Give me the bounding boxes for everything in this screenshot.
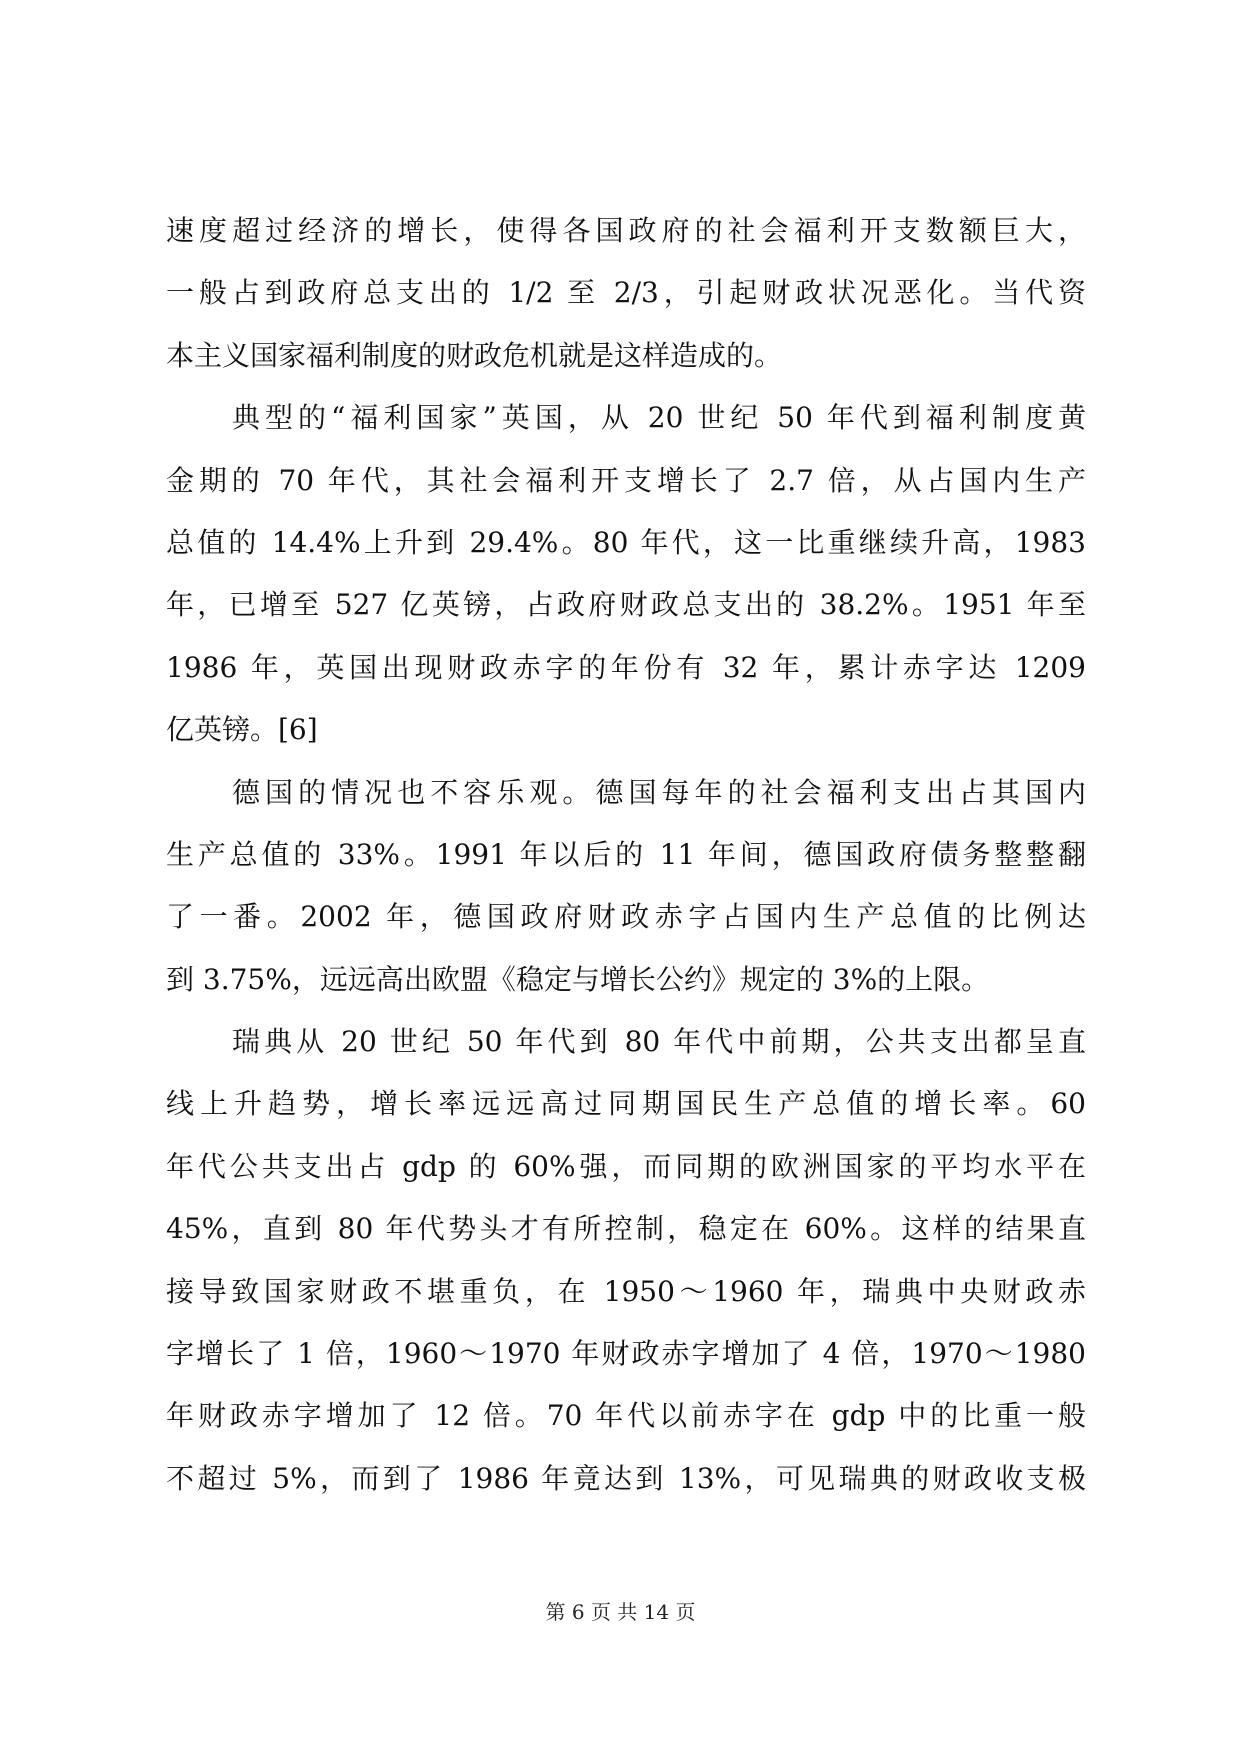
page-footer: 第 6 页 共 14 页 [545, 1600, 696, 1624]
text-line: 一般占到政府总支出的 1/2 至 2/3，引起财政状况恶化。当代资 [166, 276, 1086, 310]
text-line: 了一番。2002 年，德国政府财政赤字占国内生产总值的比例达 [166, 900, 1086, 934]
text-line: 1986 年，英国出现财政赤字的年份有 32 年，累计赤字达 1209 [166, 650, 1086, 684]
text-line: 总值的 14.4%上升到 29.4%。80 年代，这一比重继续升高，1983 [166, 525, 1086, 559]
text-line: 字增长了 1 倍，1960～1970 年财政赤字增加了 4 倍，1970～1980 [166, 1337, 1086, 1371]
text-line: 速度超过经济的增长，使得各国政府的社会福利开支数额巨大， [166, 214, 1086, 247]
text-line: 年，已增至 527 亿英镑，占政府财政总支出的 38.2%。1951 年至 [166, 588, 1086, 622]
body-text [166, 200, 1086, 1510]
text-line: 不超过 5%，而到了 1986 年竟达到 13%，可见瑞典的财政收支极 [166, 1461, 1086, 1495]
text-line: 瑞典从 20 世纪 50 年代到 80 年代中前期，公共支出都呈直 [232, 1025, 1086, 1059]
text-line: 到 3.75%，远远高出欧盟《稳定与增长公约》规定的 3%的上限。 [166, 962, 990, 996]
text-line: 金期的 70 年代，其社会福利开支增长了 2.7 倍，从占国内生产 [166, 463, 1086, 497]
text-line: 生产总值的 33%。1991 年以后的 11 年间，德国政府债务整整翻 [166, 837, 1086, 871]
text-line: 德国的情况也不容乐观。德国每年的社会福利支出占其国内 [232, 775, 1086, 809]
text-line: 典型的“福利国家”英国，从 20 世纪 50 年代到福利制度黄 [232, 401, 1086, 435]
text-line: 本主义国家福利制度的财政危机就是这样造成的。 [166, 338, 783, 372]
text-line: 接导致国家财政不堪重负，在 1950～1960 年，瑞典中央财政赤 [166, 1274, 1086, 1308]
text-line: 亿英镑。[6] [166, 713, 318, 747]
text-line: 年财政赤字增加了 12 倍。70 年代以前赤字在 gdp 中的比重一般 [166, 1399, 1086, 1433]
text-line: 线上升趋势，增长率远远高过同期国民生产总值的增长率。60 [166, 1087, 1086, 1121]
text-line: 45%，直到 80 年代势头才有所控制，稳定在 60%。这样的结果直 [166, 1212, 1086, 1246]
text-line: 年代公共支出占 gdp 的 60%强，而同期的欧洲国家的平均水平在 [166, 1149, 1086, 1183]
